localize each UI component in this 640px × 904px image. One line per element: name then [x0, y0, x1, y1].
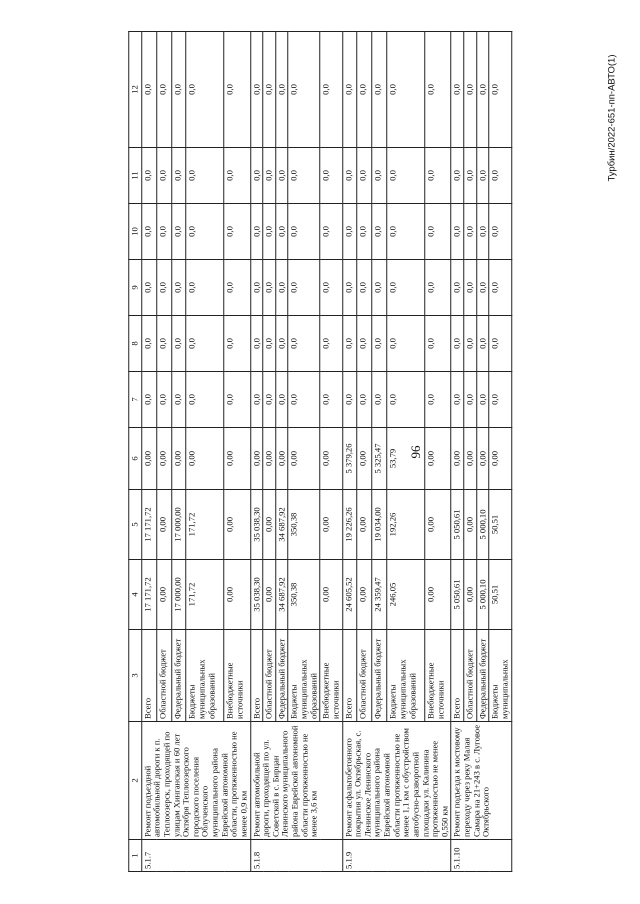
value-cell-col-8: 0,0 [263, 316, 276, 372]
value-cell-col-12: 0,0 [357, 32, 372, 148]
value-cell-col-10: 0,0 [320, 204, 342, 260]
value-cell-col-10: 0,0 [464, 204, 477, 260]
value-cell-col-12: 0,0 [224, 32, 250, 148]
column-header-12: 12 [129, 32, 142, 148]
table-body [141, 32, 511, 872]
value-cell-col-8: 0,0 [425, 316, 451, 372]
item-description: Ремонт асфальтобетонного покрытия ул. Октябрьская, с. Ленинское Ленинского муниципального района Еврейской автономной области протяженностью не менее 1,1 км с обустройством автобусно-разворотной площадки ул. Калинина протяженностью не менее 0,550 км [342, 722, 451, 840]
value-cell-col-8: 0,0 [171, 316, 186, 372]
column-number-row [129, 32, 142, 872]
value-cell-col-12: 0,0 [372, 32, 387, 148]
value-cell-col-4: 17 000,00 [171, 560, 186, 630]
value-cell-col-4: 246,05 [387, 560, 425, 630]
value-cell-col-7: 0,0 [224, 372, 250, 428]
value-cell-col-5: 0,00 [320, 490, 342, 560]
value-cell-col-10: 0,0 [476, 204, 489, 260]
value-cell-col-10: 0,0 [357, 204, 372, 260]
value-cell-col-11: 0,0 [171, 148, 186, 204]
value-cell-col-4: 0,00 [320, 560, 342, 630]
value-cell-col-6: 0,00 [263, 428, 276, 490]
table-row [250, 32, 263, 872]
value-cell-col-7: 0,0 [288, 372, 320, 428]
value-cell-col-8: 0,0 [276, 316, 289, 372]
item-number: 5.1.8 [250, 840, 342, 872]
value-cell-col-9: 0,0 [464, 260, 477, 316]
value-cell-col-7: 0,0 [357, 372, 372, 428]
funding-source: Всего [141, 630, 156, 722]
value-cell-col-9: 0,0 [156, 260, 171, 316]
value-cell-col-10: 0,0 [372, 204, 387, 260]
value-cell-col-11: 0,0 [372, 148, 387, 204]
value-cell-col-11: 0,0 [320, 148, 342, 204]
item-number: 5.1.10 [451, 840, 511, 872]
value-cell-col-6: 0,00 [320, 428, 342, 490]
value-cell-col-7: 0,0 [141, 372, 156, 428]
value-cell-col-12: 0,0 [186, 32, 224, 148]
value-cell-col-11: 0,0 [141, 148, 156, 204]
column-header-8: 8 [129, 316, 142, 372]
funding-source: Федеральный бюджет [276, 630, 289, 722]
value-cell-col-6: 0,00 [250, 428, 263, 490]
value-cell-col-4: 171,72 [186, 560, 224, 630]
value-cell-col-5: 19 226,26 [342, 490, 357, 560]
value-cell-col-4: 24 359,47 [372, 560, 387, 630]
value-cell-col-7: 0,0 [263, 372, 276, 428]
value-cell-col-4: 50,51 [489, 560, 511, 630]
value-cell-col-5: 0,00 [156, 490, 171, 560]
value-cell-col-7: 0,0 [476, 372, 489, 428]
value-cell-col-12: 0,0 [276, 32, 289, 148]
value-cell-col-7: 0,0 [276, 372, 289, 428]
value-cell-col-10: 0,0 [342, 204, 357, 260]
value-cell-col-11: 0,0 [263, 148, 276, 204]
table-row [451, 32, 464, 872]
value-cell-col-12: 0,0 [387, 32, 425, 148]
column-header-5: 5 [129, 490, 142, 560]
column-header-7: 7 [129, 372, 142, 428]
value-cell-col-6: 0,00 [288, 428, 320, 490]
value-cell-col-5: 0,00 [263, 490, 276, 560]
value-cell-col-12: 0,0 [141, 32, 156, 148]
value-cell-col-10: 0,0 [141, 204, 156, 260]
column-header-6: 6 [129, 428, 142, 490]
funding-source: Федеральный бюджет [372, 630, 387, 722]
value-cell-col-12: 0,0 [171, 32, 186, 148]
value-cell-col-7: 0,0 [250, 372, 263, 428]
value-cell-col-6: 5 325,47 [372, 428, 387, 490]
value-cell-col-4: 35 038,30 [250, 560, 263, 630]
value-cell-col-10: 0,0 [489, 204, 511, 260]
funding-source: Областной бюджет [263, 630, 276, 722]
document-code: Турбин/2022-651-пп-АВТО(1) [606, 54, 618, 182]
value-cell-col-4: 24 605,52 [342, 560, 357, 630]
value-cell-col-4: 5 050,61 [451, 560, 464, 630]
value-cell-col-4: 0,00 [464, 560, 477, 630]
value-cell-col-6: 0,00 [186, 428, 224, 490]
value-cell-col-12: 0,0 [288, 32, 320, 148]
value-cell-col-8: 0,0 [342, 316, 357, 372]
funding-source: Бюджеты муниципальных образований [387, 630, 425, 722]
value-cell-col-11: 0,0 [425, 148, 451, 204]
value-cell-col-7: 0,0 [425, 372, 451, 428]
item-description: Ремонт подъезда к мостовому переходу через реку Малая Самара на 21+243 в с. Луговое Октябрьского [451, 722, 511, 840]
funding-source: Бюджеты муниципальных образований [186, 630, 224, 722]
item-description: Ремонт автомобильной дороги, проходящей по ул. Советской в с. Бирцан Ленинского муниципального района Еврейской автономной области протяженностью не менее 3,6 км [250, 722, 342, 840]
rotated-table-container [128, 32, 512, 872]
value-cell-col-8: 0,0 [224, 316, 250, 372]
value-cell-col-11: 0,0 [451, 148, 464, 204]
value-cell-col-9: 0,0 [224, 260, 250, 316]
value-cell-col-7: 0,0 [372, 372, 387, 428]
value-cell-col-9: 0,0 [476, 260, 489, 316]
value-cell-col-5: 350,38 [288, 490, 320, 560]
value-cell-col-6: 0,00 [141, 428, 156, 490]
column-header-3: 3 [129, 630, 142, 722]
value-cell-col-10: 0,0 [156, 204, 171, 260]
value-cell-col-6: 0,00 [489, 428, 511, 490]
value-cell-col-5: 0,00 [464, 490, 477, 560]
column-header-4: 4 [129, 560, 142, 630]
value-cell-col-9: 0,0 [489, 260, 511, 316]
funding-source: Бюджеты муниципальных [489, 630, 511, 722]
item-description: Ремонт подъездной автомобильной дороги к п. Теплоозерск, проходящей по улицам Хинганская и 60 лет Октября Теплоозерского городского поселения Облученского муниципального района Еврейской автономной области, протяженностью не менее 0,9 км [141, 722, 250, 840]
value-cell-col-8: 0,0 [372, 316, 387, 372]
value-cell-col-12: 0,0 [320, 32, 342, 148]
funding-source: Внебюджетные источники [425, 630, 451, 722]
value-cell-col-9: 0,0 [263, 260, 276, 316]
value-cell-col-9: 0,0 [186, 260, 224, 316]
value-cell-col-12: 0,0 [250, 32, 263, 148]
value-cell-col-9: 0,0 [141, 260, 156, 316]
value-cell-col-8: 0,0 [156, 316, 171, 372]
value-cell-col-5: 5 050,61 [451, 490, 464, 560]
value-cell-col-4: 17 171,72 [141, 560, 156, 630]
value-cell-col-7: 0,0 [464, 372, 477, 428]
value-cell-col-5: 0,00 [425, 490, 451, 560]
value-cell-col-11: 0,0 [224, 148, 250, 204]
value-cell-col-8: 0,0 [387, 316, 425, 372]
value-cell-col-12: 0,0 [451, 32, 464, 148]
value-cell-col-11: 0,0 [288, 148, 320, 204]
value-cell-col-6: 0,00 [425, 428, 451, 490]
value-cell-col-5: 5 000,10 [476, 490, 489, 560]
value-cell-col-4: 34 687,92 [276, 560, 289, 630]
item-number: 5.1.7 [141, 840, 250, 872]
value-cell-col-5: 35 038,30 [250, 490, 263, 560]
funding-source: Всего [342, 630, 357, 722]
funding-source: Всего [451, 630, 464, 722]
column-header-11: 11 [129, 148, 142, 204]
page-number: 96 [408, 445, 423, 459]
value-cell-col-4: 350,38 [288, 560, 320, 630]
funding-source: Всего [250, 630, 263, 722]
value-cell-col-10: 0,0 [224, 204, 250, 260]
value-cell-col-8: 0,0 [489, 316, 511, 372]
table-row [342, 32, 357, 872]
value-cell-col-12: 0,0 [464, 32, 477, 148]
value-cell-col-12: 0,0 [489, 32, 511, 148]
value-cell-col-10: 0,0 [288, 204, 320, 260]
value-cell-col-5: 19 034,00 [372, 490, 387, 560]
value-cell-col-5: 192,26 [387, 490, 425, 560]
column-header-1: 1 [129, 840, 142, 872]
value-cell-col-12: 0,0 [476, 32, 489, 148]
funding-source: Областной бюджет [156, 630, 171, 722]
value-cell-col-8: 0,0 [464, 316, 477, 372]
value-cell-col-4: 0,00 [263, 560, 276, 630]
value-cell-col-10: 0,0 [387, 204, 425, 260]
value-cell-col-6: 5 379,26 [342, 428, 357, 490]
value-cell-col-9: 0,0 [451, 260, 464, 316]
funding-source: Областной бюджет [464, 630, 477, 722]
funding-source: Внебюджетные источники [320, 630, 342, 722]
value-cell-col-7: 0,0 [186, 372, 224, 428]
value-cell-col-4: 5 000,10 [476, 560, 489, 630]
value-cell-col-11: 0,0 [276, 148, 289, 204]
value-cell-col-5: 17 000,00 [171, 490, 186, 560]
value-cell-col-12: 0,0 [263, 32, 276, 148]
value-cell-col-9: 0,0 [357, 260, 372, 316]
value-cell-col-11: 0,0 [156, 148, 171, 204]
value-cell-col-12: 0,0 [425, 32, 451, 148]
value-cell-col-11: 0,0 [250, 148, 263, 204]
funding-source: Внебюджетные источники [224, 630, 250, 722]
value-cell-col-6: 0,00 [224, 428, 250, 490]
value-cell-col-4: 0,00 [425, 560, 451, 630]
value-cell-col-8: 0,0 [288, 316, 320, 372]
value-cell-col-7: 0,0 [342, 372, 357, 428]
value-cell-col-10: 0,0 [186, 204, 224, 260]
value-cell-col-9: 0,0 [276, 260, 289, 316]
value-cell-col-4: 0,00 [224, 560, 250, 630]
value-cell-col-7: 0,0 [156, 372, 171, 428]
value-cell-col-11: 0,0 [357, 148, 372, 204]
value-cell-col-9: 0,0 [425, 260, 451, 316]
value-cell-col-8: 0,0 [357, 316, 372, 372]
value-cell-col-11: 0,0 [489, 148, 511, 204]
value-cell-col-10: 0,0 [263, 204, 276, 260]
value-cell-col-11: 0,0 [387, 148, 425, 204]
value-cell-col-11: 0,0 [476, 148, 489, 204]
value-cell-col-6: 53,79 [387, 428, 425, 490]
value-cell-col-11: 0,0 [342, 148, 357, 204]
value-cell-col-5: 50,51 [489, 490, 511, 560]
budget-table [128, 31, 512, 872]
funding-source: Бюджеты муниципальных образований [288, 630, 320, 722]
value-cell-col-6: 0,00 [476, 428, 489, 490]
value-cell-col-11: 0,0 [464, 148, 477, 204]
value-cell-col-9: 0,0 [342, 260, 357, 316]
value-cell-col-11: 0,0 [186, 148, 224, 204]
value-cell-col-10: 0,0 [250, 204, 263, 260]
value-cell-col-6: 0,00 [451, 428, 464, 490]
value-cell-col-7: 0,0 [489, 372, 511, 428]
value-cell-col-6: 0,00 [276, 428, 289, 490]
value-cell-col-12: 0,0 [342, 32, 357, 148]
value-cell-col-9: 0,0 [387, 260, 425, 316]
value-cell-col-5: 0,00 [357, 490, 372, 560]
value-cell-col-8: 0,0 [476, 316, 489, 372]
table-row [141, 32, 156, 872]
value-cell-col-5: 17 171,72 [141, 490, 156, 560]
value-cell-col-10: 0,0 [276, 204, 289, 260]
value-cell-col-4: 0,00 [357, 560, 372, 630]
value-cell-col-8: 0,0 [141, 316, 156, 372]
column-header-2: 2 [129, 722, 142, 840]
value-cell-col-8: 0,0 [250, 316, 263, 372]
value-cell-col-7: 0,0 [320, 372, 342, 428]
value-cell-col-9: 0,0 [171, 260, 186, 316]
funding-source: Областной бюджет [357, 630, 372, 722]
value-cell-col-10: 0,0 [425, 204, 451, 260]
value-cell-col-5: 0,00 [224, 490, 250, 560]
value-cell-col-9: 0,0 [372, 260, 387, 316]
value-cell-col-6: 0,00 [156, 428, 171, 490]
value-cell-col-10: 0,0 [171, 204, 186, 260]
column-header-9: 9 [129, 260, 142, 316]
value-cell-col-5: 34 687,92 [276, 490, 289, 560]
value-cell-col-12: 0,0 [156, 32, 171, 148]
funding-source: Федеральный бюджет [476, 630, 489, 722]
value-cell-col-7: 0,0 [171, 372, 186, 428]
value-cell-col-10: 0,0 [451, 204, 464, 260]
value-cell-col-9: 0,0 [250, 260, 263, 316]
column-header-10: 10 [129, 204, 142, 260]
value-cell-col-5: 171,72 [186, 490, 224, 560]
item-number: 5.1.9 [342, 840, 451, 872]
value-cell-col-9: 0,0 [320, 260, 342, 316]
value-cell-col-8: 0,0 [320, 316, 342, 372]
value-cell-col-8: 0,0 [186, 316, 224, 372]
value-cell-col-7: 0,0 [451, 372, 464, 428]
value-cell-col-6: 0,00 [357, 428, 372, 490]
funding-source: Федеральный бюджет [171, 630, 186, 722]
value-cell-col-7: 0,0 [387, 372, 425, 428]
value-cell-col-9: 0,0 [288, 260, 320, 316]
value-cell-col-4: 0,00 [156, 560, 171, 630]
value-cell-col-6: 0,00 [171, 428, 186, 490]
value-cell-col-6: 0,00 [464, 428, 477, 490]
value-cell-col-8: 0,0 [451, 316, 464, 372]
